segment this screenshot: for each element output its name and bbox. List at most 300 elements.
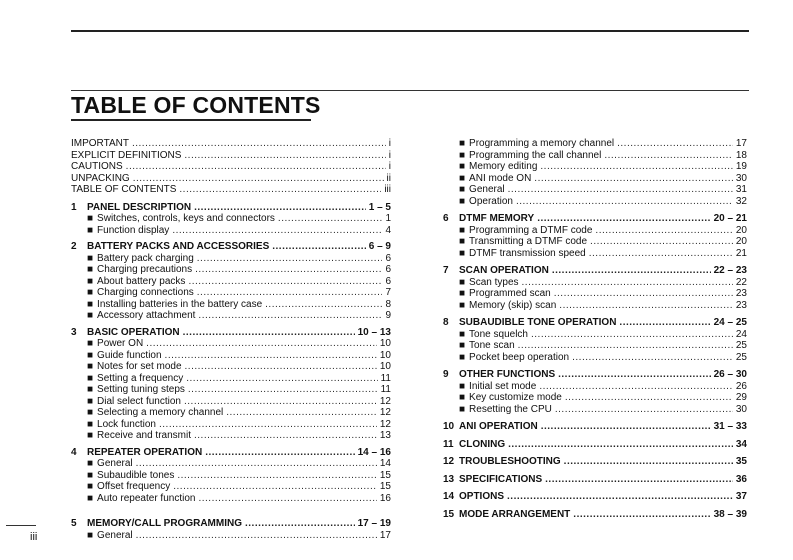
- bullet-icon: ■: [87, 213, 94, 224]
- dot-leader: [595, 225, 732, 237]
- toc-subentry-label: [459, 392, 562, 404]
- dot-leader: [197, 253, 383, 265]
- dot-leader: [194, 202, 366, 214]
- page-ref: 8: [385, 298, 391, 310]
- dot-leader: [573, 509, 710, 521]
- bullet-icon: ■: [459, 236, 466, 247]
- page-ref: 26: [735, 380, 747, 392]
- dot-leader: [179, 184, 381, 196]
- top-rule: [71, 30, 749, 32]
- dot-leader: [205, 447, 354, 459]
- bullet-icon: ■: [459, 195, 466, 207]
- dot-leader: [540, 161, 732, 173]
- entry-text: Scan types: [469, 276, 519, 288]
- page-ref: 6 – 9: [368, 241, 391, 252]
- dot-leader: [534, 173, 733, 185]
- dot-leader: [572, 352, 733, 364]
- page-ref: 12: [379, 407, 391, 418]
- toc-subentry-label: [87, 276, 185, 288]
- entry-text: Function display: [97, 224, 170, 236]
- entry-text: Programming a memory channel: [469, 138, 615, 149]
- entry-text: About battery packs: [97, 275, 186, 287]
- dot-leader: [541, 421, 711, 433]
- toc-subentry-label: [459, 329, 528, 341]
- toc-subentry-label: [459, 173, 531, 185]
- bullet-icon: ■: [459, 380, 466, 392]
- toc-subentry-label: [459, 277, 519, 289]
- entry-text: Subaudible tones: [97, 469, 175, 481]
- page-ref: ii: [386, 172, 391, 184]
- toc-section-5-label: [71, 518, 242, 530]
- toc-subentry[interactable]: [443, 173, 747, 185]
- page-ref: 17: [379, 529, 391, 541]
- page-ref: i: [388, 138, 391, 149]
- dot-leader: [507, 491, 733, 503]
- toc-subentry[interactable]: [71, 458, 391, 470]
- toc-subentry[interactable]: [71, 419, 391, 431]
- bullet-icon: ■: [459, 161, 466, 172]
- toc-section-2[interactable]: [71, 241, 391, 253]
- dot-leader: [133, 173, 384, 185]
- toc-subentry-label: [459, 236, 587, 248]
- section-number: 9: [443, 369, 449, 380]
- toc-section-6[interactable]: [443, 213, 747, 225]
- toc-subentry-label: [87, 530, 133, 542]
- toc-section-10[interactable]: [443, 421, 747, 433]
- page-ref: i: [388, 149, 391, 161]
- dot-leader: [265, 299, 382, 311]
- dot-leader: [195, 264, 382, 276]
- toc-section-9[interactable]: [443, 369, 747, 381]
- entry-text: Setting tuning steps: [97, 384, 185, 395]
- bullet-icon: ■: [459, 351, 466, 363]
- bullet-icon: ■: [459, 138, 466, 149]
- dot-leader: [177, 470, 377, 482]
- toc-subentry[interactable]: [443, 404, 747, 416]
- dot-leader: [132, 138, 386, 150]
- dot-leader: [619, 317, 710, 329]
- entry-text: Operation: [469, 195, 513, 207]
- dot-leader: [590, 236, 733, 248]
- page-ref: 32: [735, 195, 747, 207]
- toc-section-1-label: [71, 202, 191, 214]
- toc-subentry[interactable]: [71, 350, 391, 362]
- page-ref: 19: [735, 161, 747, 172]
- bullet-icon: ■: [459, 276, 466, 288]
- bullet-icon: ■: [87, 395, 94, 407]
- toc-subentry-label: [459, 150, 601, 162]
- toc-subentry[interactable]: [71, 470, 391, 482]
- bullet-icon: ■: [87, 264, 94, 275]
- entry-text: ANI mode ON: [469, 172, 532, 184]
- page-ref: 25: [735, 340, 747, 351]
- title-underline: [71, 119, 311, 121]
- toc-subentry[interactable]: [443, 236, 747, 248]
- dot-leader: [188, 276, 382, 288]
- entry-text: Receive and transmit: [97, 430, 191, 441]
- toc-subentry-label: [459, 381, 536, 393]
- toc-section-7-label: [443, 265, 549, 277]
- toc-subentry-label: [87, 264, 192, 276]
- dot-leader: [564, 456, 733, 468]
- toc-subentry-label: [87, 493, 195, 505]
- toc-section-2-label: [71, 241, 269, 253]
- toc-subentry[interactable]: [71, 264, 391, 276]
- bullet-icon: ■: [87, 469, 94, 481]
- toc-subentry-label: [87, 373, 183, 385]
- bullet-icon: ■: [87, 418, 94, 430]
- toc-section-12[interactable]: [443, 456, 747, 468]
- toc-subentry[interactable]: [71, 276, 391, 288]
- entry-text: Programmed scan: [469, 288, 551, 299]
- toc-subentry-label: [459, 225, 592, 237]
- section-number: 15: [443, 508, 455, 520]
- toc-subentry[interactable]: [71, 373, 391, 385]
- toc-subentry-label: [87, 299, 262, 311]
- entry-text: Charging connections: [97, 287, 194, 298]
- dot-leader: [522, 277, 733, 289]
- page-number: iii: [30, 531, 38, 543]
- bullet-icon: ■: [87, 481, 94, 492]
- toc-column-right: [443, 138, 747, 520]
- entry-text: Memory (skip) scan: [469, 299, 557, 311]
- dot-leader: [617, 138, 733, 150]
- toc-section-11-label: [443, 439, 505, 451]
- page-ref: 6: [385, 264, 391, 275]
- toc-entry-front-matter-label: [71, 173, 130, 185]
- entry-text: Lock function: [97, 418, 156, 430]
- dot-leader: [165, 350, 377, 362]
- dot-leader: [126, 161, 386, 173]
- bullet-icon: ■: [87, 430, 94, 441]
- entry-text: Auto repeater function: [97, 492, 196, 504]
- toc-section-13-label: [443, 474, 542, 486]
- page-ref: 20: [735, 236, 747, 247]
- section-number: 3: [71, 326, 77, 338]
- toc-subentry[interactable]: [71, 407, 391, 419]
- dot-leader: [226, 407, 377, 419]
- toc-section-14-label: [443, 491, 504, 503]
- toc-subentry-label: [459, 340, 515, 352]
- dot-leader: [516, 196, 733, 208]
- toc-section-7[interactable]: [443, 265, 747, 277]
- dot-leader: [604, 150, 733, 162]
- page-ref: 9: [385, 310, 391, 321]
- toc-subentry-label: [87, 213, 275, 225]
- entry-text: SUBAUDIBLE TONE OPERATION: [459, 317, 617, 328]
- toc-entry-front-matter[interactable]: [71, 173, 391, 185]
- toc-subentry[interactable]: [71, 310, 391, 322]
- page-ref: 36: [735, 473, 747, 485]
- page-ref: 24 – 25: [713, 317, 747, 328]
- section-number: 6: [443, 213, 449, 224]
- entry-text: Charging precautions: [97, 264, 193, 275]
- bullet-icon: ■: [459, 224, 466, 236]
- entry-text: Programming the call channel: [469, 149, 602, 161]
- toc-section-13[interactable]: [443, 474, 747, 486]
- dot-leader: [172, 225, 382, 237]
- entry-text: Programming a DTMF code: [469, 224, 593, 236]
- entry-text: DTMF transmission speed: [469, 247, 586, 259]
- toc-subentry-label: [87, 287, 194, 299]
- entry-text: Initial set mode: [469, 380, 537, 392]
- page-ref: 26 – 30: [713, 369, 747, 380]
- toc-section-8-label: [443, 317, 616, 329]
- toc-subentry-label: [87, 361, 182, 373]
- toc-subentry[interactable]: [71, 396, 391, 408]
- bullet-icon: ■: [87, 275, 94, 287]
- page-ref: 10: [379, 361, 391, 372]
- dot-leader: [565, 392, 733, 404]
- toc-section-6-label: [443, 213, 534, 225]
- toc-entry-front-matter-label: [71, 150, 181, 162]
- toc-entry-front-matter[interactable]: [71, 150, 391, 162]
- page-ref: i: [388, 161, 391, 172]
- dot-leader: [552, 265, 711, 277]
- toc-section-4[interactable]: [71, 447, 391, 459]
- section-number: 7: [443, 265, 449, 276]
- entry-text: Pocket beep operation: [469, 351, 570, 363]
- toc-subentry-label: [459, 184, 505, 196]
- page-ref: 21: [735, 247, 747, 259]
- dot-leader: [518, 340, 733, 352]
- entry-text: Setting a frequency: [97, 372, 184, 384]
- bullet-icon: ■: [87, 224, 94, 236]
- bullet-icon: ■: [87, 338, 94, 349]
- toc-subentry-label: [459, 161, 537, 173]
- entry-text: BASIC OPERATION: [87, 326, 180, 338]
- entry-text: Installing batteries in the battery case: [97, 298, 263, 310]
- entry-text: General: [97, 458, 133, 469]
- page-ref: 1: [385, 213, 391, 224]
- toc-section-15-label: [443, 509, 570, 521]
- page-ref: 35: [735, 456, 747, 467]
- dot-leader: [194, 430, 377, 442]
- toc-subentry[interactable]: [443, 392, 747, 404]
- toc-section-8[interactable]: [443, 317, 747, 329]
- toc-subentry[interactable]: [443, 196, 747, 208]
- entry-text: MEMORY/CALL PROGRAMMING: [87, 518, 242, 529]
- page-ref: 12: [379, 395, 391, 407]
- bullet-icon: ■: [459, 288, 466, 299]
- dot-leader: [531, 329, 733, 341]
- entry-text: Offset frequency: [97, 481, 171, 492]
- toc-section-3-label: [71, 327, 180, 339]
- page-ref: 37: [735, 491, 747, 502]
- dot-leader: [197, 287, 383, 299]
- toc-entry-front-matter[interactable]: [71, 161, 391, 173]
- toc-section-4-label: [71, 447, 202, 459]
- toc-section-11[interactable]: [443, 439, 747, 451]
- toc-subentry[interactable]: [71, 287, 391, 299]
- toc-subentry[interactable]: [71, 253, 391, 265]
- bullet-icon: ■: [87, 252, 94, 264]
- section-number: 14: [443, 491, 455, 502]
- page-ref: 4: [385, 224, 391, 236]
- bullet-icon: ■: [87, 287, 94, 298]
- toc-subentry[interactable]: [443, 248, 747, 260]
- toc-section-9-label: [443, 369, 555, 381]
- dot-leader: [545, 474, 733, 486]
- toc-entry-front-matter-label: [71, 161, 123, 173]
- dot-leader: [272, 241, 366, 253]
- toc-subentry[interactable]: [71, 481, 391, 493]
- toc-subentry-label: [87, 430, 191, 442]
- toc-subentry[interactable]: [443, 381, 747, 393]
- entry-text: OTHER FUNCTIONS: [459, 369, 556, 380]
- entry-text: SCAN OPERATION: [459, 265, 549, 276]
- page-ref: 24: [735, 328, 747, 340]
- toc-subentry[interactable]: [71, 384, 391, 396]
- dot-leader: [508, 439, 733, 451]
- dot-leader: [589, 248, 733, 260]
- section-number: 13: [443, 473, 455, 485]
- dot-leader: [559, 300, 733, 312]
- bullet-icon: ■: [87, 372, 94, 384]
- entry-text: Memory editing: [469, 161, 538, 172]
- bullet-icon: ■: [87, 458, 94, 469]
- toc-subentry[interactable]: [443, 340, 747, 352]
- toc-subentry[interactable]: [443, 161, 747, 173]
- dot-leader: [508, 184, 733, 196]
- page-title: TABLE OF CONTENTS: [71, 92, 321, 118]
- dot-leader: [554, 288, 733, 300]
- header-rule: [71, 90, 749, 91]
- entry-text: OPTIONS: [459, 491, 505, 502]
- toc-subentry[interactable]: [71, 299, 391, 311]
- entry-text: Notes for set mode: [97, 361, 182, 372]
- bullet-icon: ■: [459, 328, 466, 340]
- bullet-icon: ■: [87, 492, 94, 504]
- toc-section-10-label: [443, 421, 538, 433]
- toc-subentry[interactable]: [71, 361, 391, 373]
- page-ref: 14: [379, 458, 391, 469]
- page-ref: 10 – 13: [357, 326, 391, 338]
- toc-subentry[interactable]: [443, 329, 747, 341]
- toc-subentry-label: [87, 253, 194, 265]
- bullet-icon: ■: [459, 392, 466, 403]
- section-number: 12: [443, 456, 455, 467]
- toc-subentry-label: [87, 481, 170, 493]
- toc-subentry[interactable]: [71, 530, 391, 542]
- entry-text: Transmitting a DTMF code: [469, 236, 588, 247]
- toc-entry-front-matter[interactable]: [71, 138, 391, 150]
- toc-section-3[interactable]: [71, 327, 391, 339]
- page-ref: 22: [735, 276, 747, 288]
- dot-leader: [558, 369, 711, 381]
- toc-subentry[interactable]: [443, 150, 747, 162]
- dot-leader: [183, 327, 355, 339]
- toc-subentry-label: [459, 352, 569, 364]
- dot-leader: [555, 404, 733, 416]
- dot-leader: [184, 150, 385, 162]
- dot-leader: [159, 419, 377, 431]
- toc-subentry[interactable]: [443, 277, 747, 289]
- page-ref: 17: [735, 138, 747, 149]
- dot-leader: [198, 493, 376, 505]
- toc-subentry-label: [87, 310, 195, 322]
- bullet-icon: ■: [87, 298, 94, 310]
- toc-subentry[interactable]: [443, 184, 747, 196]
- page-ref: 13: [379, 430, 391, 441]
- toc-subentry[interactable]: [71, 493, 391, 505]
- page-ref: 29: [735, 392, 747, 403]
- toc-section-12-label: [443, 456, 561, 468]
- page-ref: 25: [735, 351, 747, 363]
- toc-subentry-label: [87, 470, 174, 482]
- entry-text: EXPLICIT DEFINITIONS: [71, 149, 182, 161]
- page-ref: 30: [735, 172, 747, 184]
- toc-column-left: [71, 138, 391, 541]
- entry-text: General: [469, 184, 505, 195]
- entry-text: BATTERY PACKS AND ACCESSORIES: [87, 241, 270, 252]
- toc-entry-front-matter[interactable]: [71, 184, 391, 196]
- toc-subentry[interactable]: [443, 225, 747, 237]
- bullet-icon: ■: [459, 340, 466, 351]
- bullet-icon: ■: [87, 407, 94, 418]
- section-number: 11: [443, 438, 454, 450]
- entry-text: IMPORTANT: [71, 138, 129, 149]
- toc-section-15[interactable]: [443, 509, 747, 521]
- entry-text: Tone squelch: [469, 328, 528, 340]
- page-ref: 6: [385, 252, 391, 264]
- toc-section-1[interactable]: [71, 202, 391, 214]
- bullet-icon: ■: [459, 149, 466, 161]
- dot-leader: [198, 310, 382, 322]
- bullet-icon: ■: [459, 184, 466, 195]
- toc-section-14[interactable]: [443, 491, 747, 503]
- entry-text: TROUBLESHOOTING: [459, 456, 561, 467]
- dot-leader: [539, 381, 733, 393]
- entry-text: Tone scan: [469, 340, 515, 351]
- dot-leader: [184, 396, 377, 408]
- bullet-icon: ■: [459, 247, 466, 259]
- toc-section-5[interactable]: [71, 518, 391, 530]
- page-ref: 14 – 16: [357, 446, 391, 458]
- dot-leader: [245, 518, 355, 530]
- page-ref: 17 – 19: [357, 518, 391, 529]
- toc-subentry-label: [459, 248, 586, 260]
- page-ref: 30: [735, 403, 747, 415]
- bullet-icon: ■: [87, 361, 94, 372]
- toc-subentry-label: [459, 300, 556, 312]
- toc-subentry-label: [87, 396, 181, 408]
- toc-subentry-label: [87, 225, 169, 237]
- bullet-icon: ■: [87, 384, 94, 395]
- toc-subentry[interactable]: [443, 352, 747, 364]
- toc-subentry[interactable]: [71, 338, 391, 350]
- page-ref: 10: [379, 349, 391, 361]
- toc-subentry[interactable]: [71, 225, 391, 237]
- toc-subentry-label: [87, 458, 133, 470]
- toc-subentry[interactable]: [71, 213, 391, 225]
- toc-subentry[interactable]: [443, 288, 747, 300]
- page-ref: 20: [735, 224, 747, 236]
- page-ref: 22 – 23: [713, 265, 747, 276]
- toc-subentry[interactable]: [443, 300, 747, 312]
- entry-text: CLONING: [459, 438, 506, 450]
- dot-leader: [173, 481, 377, 493]
- toc-subentry[interactable]: [443, 138, 747, 150]
- section-number: 1: [71, 201, 77, 213]
- toc-subentry-label: [459, 288, 551, 300]
- dot-leader: [537, 213, 710, 225]
- toc-subentry[interactable]: [71, 430, 391, 442]
- page-ref: 7: [385, 287, 391, 298]
- entry-text: Key customize mode: [469, 392, 562, 403]
- dot-leader: [186, 373, 377, 385]
- section-number: 4: [71, 446, 77, 458]
